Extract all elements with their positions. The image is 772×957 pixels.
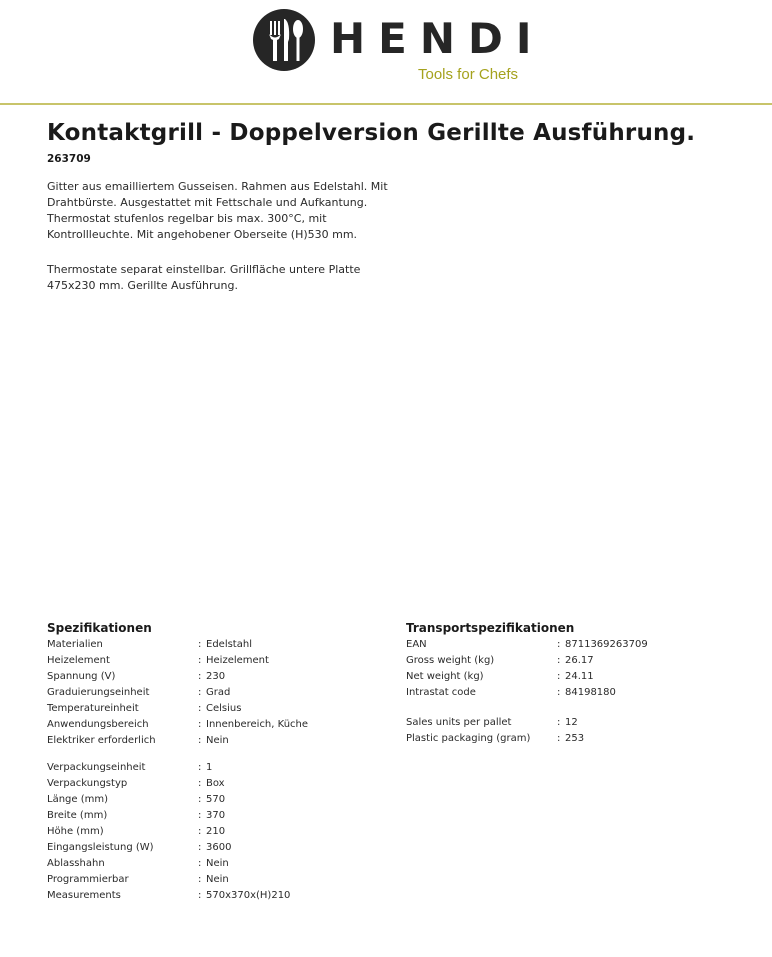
spec-label: Anwendungsbereich [47,719,149,730]
spec-value: 230 [206,671,226,682]
spec-separator: : [198,874,202,885]
spec-value: 1 [206,762,213,773]
spec-value: Box [206,778,225,789]
spec-value: Edelstahl [206,639,252,650]
spec-value: 570x370x(H)210 [206,890,291,901]
spec-value: 12 [565,717,578,728]
spec-value: Nein [206,874,229,885]
spec-label: Materialien [47,639,103,650]
spec-value: Nein [206,858,229,869]
spec-row [47,701,347,717]
spec-separator: : [198,842,202,853]
spec-value: Innenbereich, Küche [206,719,309,730]
brand-tagline: Tools for Chefs [418,66,519,83]
spec-separator: : [198,735,202,746]
spec-separator: : [557,639,561,650]
spec-label: Spannung (V) [47,671,116,682]
spec-separator: : [198,858,202,869]
spec-row [406,731,706,747]
spec-separator: : [198,762,202,773]
spec-row [47,637,347,653]
spec-value: 3600 [206,842,232,853]
spec-label: Graduierungseinheit [47,687,150,698]
spec-label: Intrastat code [406,687,476,698]
packaging-specifications-list [47,760,347,904]
spec-row [406,715,706,731]
spec-separator: : [557,671,561,682]
spec-value: 370 [206,810,226,821]
spec-separator: : [198,671,202,682]
spec-separator: : [557,655,561,666]
spec-label: Verpackungstyp [47,778,128,789]
spec-label: Net weight (kg) [406,671,484,682]
spec-value: 210 [206,826,226,837]
brand-name: HENDI [330,14,545,63]
spec-separator: : [198,890,202,901]
spec-row [47,856,347,872]
spec-label: Sales units per pallet [406,717,512,728]
spec-value: 26.17 [565,655,594,666]
spec-row [47,888,347,904]
spec-row [406,669,706,685]
product-description-extra: Thermostate separat einstellbar. Grillfläche untere Platte 475x230 mm. Gerillte Ausführung. [47,263,361,292]
spec-row [47,733,347,749]
page-header [0,0,772,104]
cutlery-logo-icon [253,9,315,71]
spec-value: Nein [206,735,229,746]
spec-value: Heizelement [206,655,269,666]
spec-label: Temperatureinheit [47,703,139,714]
spec-label: Elektriker erforderlich [47,735,156,746]
spec-row [47,717,347,733]
spec-separator: : [198,826,202,837]
spec-separator: : [198,778,202,789]
spec-row [47,760,347,776]
spec-separator: : [198,639,202,650]
spec-label: Breite (mm) [47,810,108,821]
spec-separator: : [198,719,202,730]
spec-separator: : [198,703,202,714]
spec-separator: : [198,655,202,666]
spec-value: 24.11 [565,671,594,682]
spec-label: Ablasshahn [47,858,105,869]
spec-row [406,685,706,701]
spec-label: Länge (mm) [47,794,109,805]
spec-row [406,653,706,669]
specifications-heading: Spezifikationen [47,621,152,635]
spec-label: Measurements [47,890,121,901]
product-title: Kontaktgrill - Doppelversion Gerillte Ausführung. [47,120,696,146]
specifications-list [47,637,347,749]
spec-label: Verpackungseinheit [47,762,146,773]
spec-separator: : [198,794,202,805]
spec-separator: : [198,687,202,698]
spec-row [47,685,347,701]
spec-row [47,808,347,824]
transport-specifications-heading: Transportspezifikationen [406,621,575,635]
spec-row [47,653,347,669]
spec-label: EAN [406,639,427,650]
spec-row [406,637,706,653]
spec-label: Höhe (mm) [47,826,104,837]
spec-value: 84198180 [565,687,616,698]
spec-row [47,776,347,792]
transport-specifications-list [406,637,706,701]
spec-value: 253 [565,733,585,744]
spec-label: Gross weight (kg) [406,655,495,666]
spec-separator: : [198,810,202,821]
spec-label: Heizelement [47,655,110,666]
product-code: 263709 [47,153,91,165]
spec-row [47,824,347,840]
spec-value: Celsius [206,703,242,714]
spec-separator: : [557,687,561,698]
header-divider [0,103,772,105]
spec-row [47,840,347,856]
spec-separator: : [557,733,561,744]
spec-row [47,669,347,685]
spec-label: Eingangsleistung (W) [47,842,154,853]
spec-value: Grad [206,687,231,698]
spec-row [47,792,347,808]
spec-row [47,872,347,888]
spec-value: 570 [206,794,226,805]
spec-value: 8711369263709 [565,639,648,650]
spec-separator: : [557,717,561,728]
product-description: Gitter aus emailliertem Gusseisen. Rahmen aus Edelstahl. Mit Drahtbürste. Ausgestattet mit Fettschale und Aufkantung. Thermostat stufenlos regelbar bis max. 300°C, mit Kontrollleuchte. Mit angehobener Oberseite (H)530 mm. [47,180,388,241]
spec-label: Programmierbar [47,874,129,885]
spec-label: Plastic packaging (gram) [406,733,531,744]
pallet-specifications-list [406,715,706,747]
